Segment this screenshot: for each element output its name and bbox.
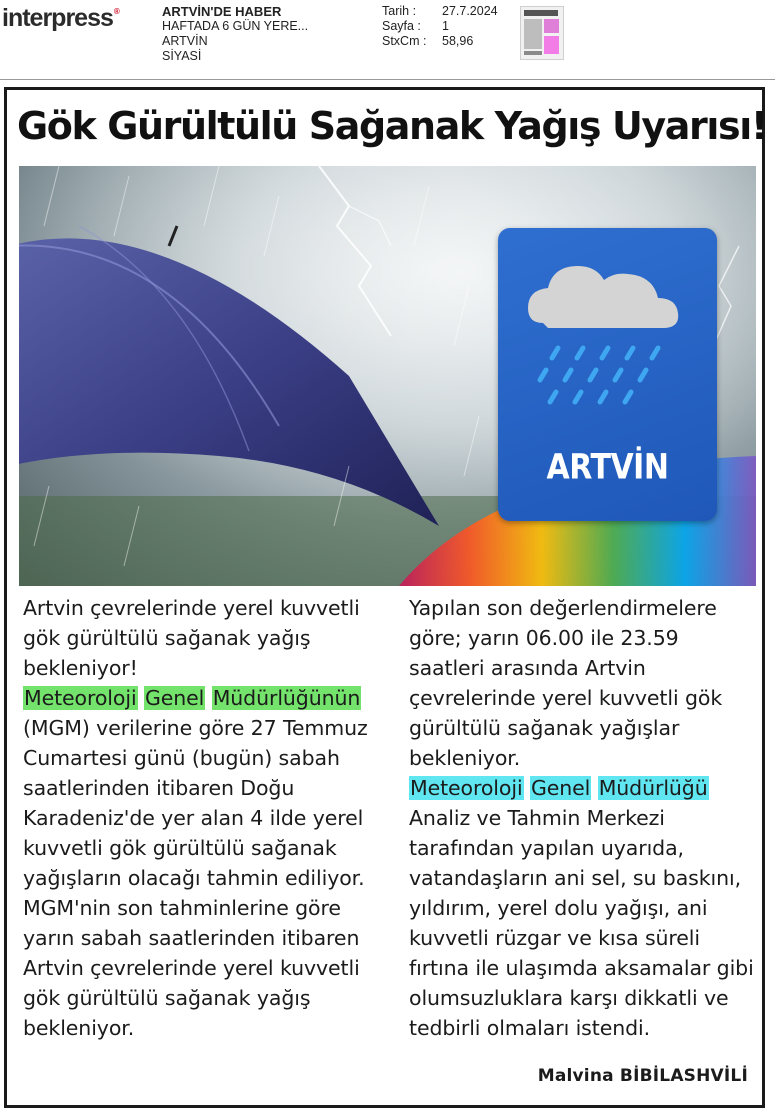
highlighted-term: Genel xyxy=(530,776,591,800)
page-thumbnail[interactable] xyxy=(520,6,564,60)
card-city-label: ARTVİN xyxy=(546,447,669,488)
meta-row-date xyxy=(382,4,498,19)
meta-value: 27.7.2024 xyxy=(442,4,498,18)
paragraph-text: Yapılan son değerlendirmelere göre; yarın 06.00 ile 23.59 saatleri arasında Artvin çevrelerinde yerel kuvvetli gök gürültülü sağanak yağışlar bekleniyor. xyxy=(409,596,723,770)
clipping-header xyxy=(0,0,775,80)
publication-name: ARTVİN'DE HABER xyxy=(162,4,282,19)
interpress-logo xyxy=(2,4,118,33)
meta-row-stxcm xyxy=(382,34,498,49)
logo-text: interpress xyxy=(2,4,113,32)
paragraph xyxy=(23,593,381,683)
publication-frequency: HAFTADA 6 GÜN YERE... xyxy=(162,19,309,33)
article-photo xyxy=(19,166,756,586)
weather-card xyxy=(498,228,717,521)
highlighted-term: Müdürlüğü xyxy=(598,776,708,800)
news-clipping xyxy=(4,87,765,1108)
paragraph-text: (MGM) verilerine göre 27 Temmuz Cumartesi günü (bugün) sabah saatlerinden itibaren Doğu Karadeniz'de yer alan 4 ilde yerel kuvvetli gök gürültülü sağanak yağışların olacağı tahmin ediliyor. xyxy=(23,716,368,890)
paragraph xyxy=(23,893,381,1043)
author-byline: Malvina BİBİLASHVİLİ xyxy=(537,1066,748,1086)
header-divider xyxy=(0,79,775,80)
paragraph xyxy=(409,593,759,773)
publication-info xyxy=(162,4,308,64)
paragraph xyxy=(409,773,759,1043)
publication-section: SİYASİ xyxy=(162,49,202,63)
highlighted-term: Meteoroloji xyxy=(410,776,523,800)
highlighted-term: Müdürlüğünün xyxy=(212,686,361,710)
paragraph xyxy=(23,683,381,893)
meta-value: 1 xyxy=(442,19,449,33)
highlighted-term: Genel xyxy=(144,686,205,710)
paragraph-text: MGM'nin son tahminlerine göre yarın sabah saatlerinden itibaren Artvin çevrelerinde yerel kuvvetli gök gürültülü sağanak yağış bekleniyor. xyxy=(23,896,360,1040)
clipping-meta xyxy=(382,4,498,49)
meta-label: Sayfa : xyxy=(382,19,421,33)
paragraph-text: Analiz ve Tahmin Merkezi tarafından yapılan uyarıda, vatandaşların ani sel, su baskını, yıldırım, yerel dolu yağışı, ani kuvvetli rüzgar ve kısa süreli fırtına ile ulaşımda aksamalar gibi olumsuzluklara karşı dikkatli ve tedbirli olmaları istendi. xyxy=(409,806,754,1040)
highlighted-term: Meteoroloji xyxy=(24,686,137,710)
registered-mark: ® xyxy=(113,7,119,16)
meta-label: Tarih : xyxy=(382,4,417,18)
meta-row-page xyxy=(382,19,498,34)
headline: Gök Gürültülü Sağanak Yağış Uyarısı! xyxy=(17,104,767,148)
article-column-right xyxy=(409,593,759,1043)
meta-label: StxCm : xyxy=(382,34,427,48)
article-column-left xyxy=(23,593,381,1043)
meta-value: 58,96 xyxy=(442,34,474,48)
publication-city: ARTVİN xyxy=(162,34,208,48)
cloud-rain-icon xyxy=(498,228,717,428)
paragraph-text: Artvin çevrelerinde yerel kuvvetli gök gürültülü sağanak yağış bekleniyor! xyxy=(23,596,360,680)
